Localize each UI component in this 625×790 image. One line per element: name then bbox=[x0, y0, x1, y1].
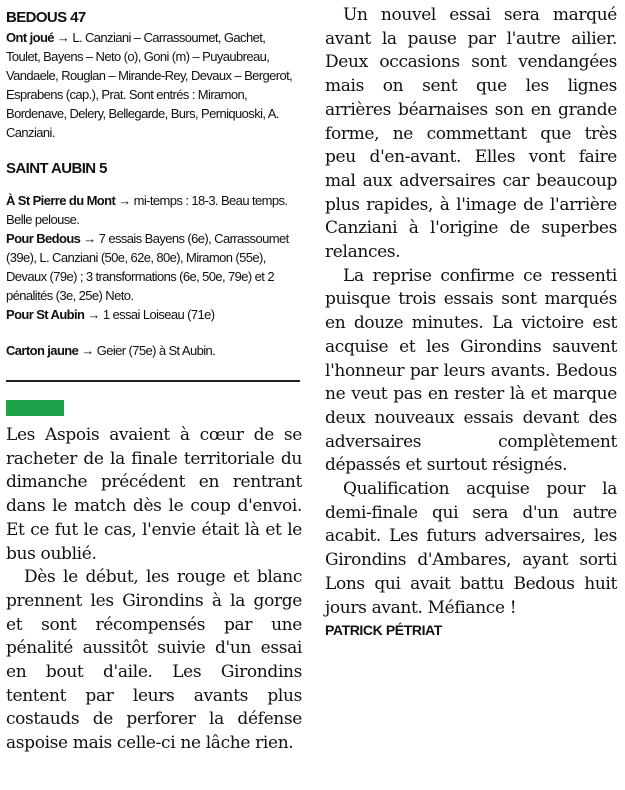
lineup-text: L. Canziani – Carrassoumet, Gachet, Toulet, Bayens – Neto (o), Goni (m) – Puyaubreau, Vandaele, Rouglan – Mirande-Rey, Devaux – Bergerot, Esprabens (cap.), Prat. Sont entrés : Miramon, Bordenave, Delery, Bellegarde, Burs, Perniquoski, A. Canziani. bbox=[6, 30, 293, 140]
staubin-scorers-paragraph bbox=[6, 305, 302, 324]
lineup-label: Ont joué → bbox=[6, 30, 70, 45]
team1-score-heading: BEDOUS 47 bbox=[6, 9, 86, 26]
team2-score-heading: SAINT AUBIN 5 bbox=[6, 160, 107, 177]
lineup-paragraph bbox=[6, 28, 302, 142]
staubin-scorers-label: Pour St Aubin → bbox=[6, 307, 100, 322]
author-signature: PATRICK PÉTRIAT bbox=[325, 622, 442, 639]
article-body-left bbox=[6, 424, 302, 756]
right-column bbox=[325, 4, 617, 638]
bedous-scorers-label: Pour Bedous → bbox=[6, 231, 96, 246]
article-paragraph-4: La reprise confirme ce ressenti puisque trois essais sont marqués en douze minutes. La victoire est acquise et les Girondins sauvent l'honneur par leurs avants. Bedous ne veut pas en rester là et marque deux nouveaux essais devant des adversaires complètement dépassés et surtout résignés. bbox=[325, 265, 617, 476]
yellow-card-text: Geier (75e) à St Aubin. bbox=[96, 343, 216, 358]
article-paragraph-1: Les Aspois avaient à cœur de se racheter de la finale territoriale du dimanche précédent en rentrant dans le match dès le coup d'envoi. Et ce fut le cas, l'envie était là et le bus oublié. bbox=[6, 425, 302, 564]
match-info-box bbox=[6, 8, 302, 382]
article-paragraph-2: Dès le début, les rouge et blanc prennent les Girondins à la gorge et sont récompensés par une pénalité aussitôt suivie d'un essai en bout d'aile. Les Girondins tentent par leurs avants plus costauds de perforer la défense aspoise mais celle-ci ne lâche rien. bbox=[6, 567, 302, 754]
green-accent-bar bbox=[6, 400, 64, 416]
venue-text: mi-temps : 18-3. Beau temps. Belle pelouse. bbox=[6, 193, 288, 227]
article-paragraph-5: Qualification acquise pour la demi-finale qui sera d'un autre acabit. Les futurs adversaires, les Girondins d'Ambares, ayant sorti Lons qui avait battu Bedous huit jours avant. Méfiance ! bbox=[325, 479, 617, 618]
article-paragraph-3: Un nouvel essai sera marqué avant la pause par l'autre ailier. Deux occasions sont vendangées mais on sent que les lignes arrières béarnaises son en grande forme, ne commettant que très peu d'en-avant. Elles vont faire mal aux adversaires car beaucoup plus rapides, à l'image de l'arrière Canziani à l'origine de superbes relances. bbox=[325, 5, 617, 263]
section-divider bbox=[6, 380, 300, 382]
bedous-scorers-text: 7 essais Bayens (6e), Carrassoumet (39e), L. Canziani (50e, 62e, 80e), Miramon (55e), Devaux (79e) ; 3 transformations (6e, 50e, 79e) et 2 pénalités (3e, 25e) Neto. bbox=[6, 231, 289, 303]
staubin-scorers-text: 1 essai Loiseau (71e) bbox=[102, 307, 215, 322]
venue-label: À St Pierre du Mont → bbox=[6, 193, 131, 208]
venue-paragraph bbox=[6, 191, 302, 229]
yellow-card-paragraph bbox=[6, 341, 302, 360]
left-column bbox=[6, 8, 302, 756]
yellow-card-label: Carton jaune → bbox=[6, 343, 94, 358]
bedous-scorers-paragraph bbox=[6, 229, 302, 305]
